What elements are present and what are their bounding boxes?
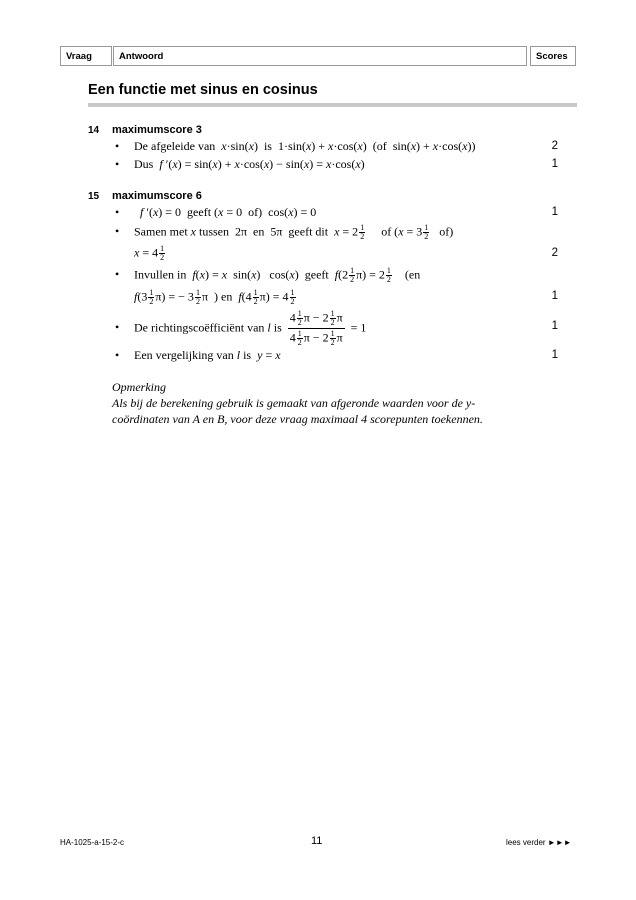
q15-bullet3-score: 1 <box>551 290 558 302</box>
q15-bullet4: De richtingscoëfficiënt van l is 4 $\frac{1}{2}$ π − 2 $\frac{1}{2}$ π 4 $\frac{1}{2}$ π − 2 $\frac{1}{2}$ π = 1 <box>134 309 367 347</box>
q15-bullet1-score: 1 <box>551 206 558 218</box>
bullet: • <box>115 157 120 171</box>
q15-bullet5-score: 1 <box>551 349 558 361</box>
q15-bullet2-score: 2 <box>551 247 558 259</box>
header-vraag-label: Vraag <box>66 50 92 62</box>
header-antwoord <box>113 46 527 66</box>
q14-number: 14 <box>88 125 100 136</box>
footer-next: lees verder ►►► <box>506 838 572 847</box>
bullet: • <box>115 205 120 219</box>
q14-line1-score: 2 <box>551 140 558 152</box>
q15-bullet1: f ′(x) = 0 geeft (x = 0 of) cos(x) = 0 <box>140 205 317 219</box>
q15-maxscore: maximumscore 6 <box>112 190 202 202</box>
remark-text: Als bij de berekening gebruik is gemaakt van afgeronde waarden voor de y-coördinaten van A en B, voor deze vraag maximaal 4 scorepunten toekennen. <box>112 396 483 426</box>
q15-bullet3-cont: f(3 $\frac{1}{2}$ π) = − 3 $\frac{1}{2}$ π ) en f(4 $\frac{1}{2}$ π) = 4 $\frac{1}{2}$ <box>134 288 295 306</box>
q14-line2-score: 1 <box>551 158 558 170</box>
footer-page-number: 11 <box>311 835 323 847</box>
q14-maxscore: maximumscore 3 <box>112 124 202 136</box>
remark-heading: Opmerking <box>112 380 166 394</box>
q15-bullet2: Samen met x tussen 2π en 5π geeft dit x = 2 $\frac{1}{2}$ of (x = 3 $\frac{1}{2}$ of) <box>134 223 454 241</box>
q15-number: 15 <box>88 191 100 202</box>
page-title: Een functie met sinus en cosinus <box>88 82 318 98</box>
bullet: • <box>115 139 120 153</box>
header-scores-label: Scores <box>536 50 568 62</box>
bullet: • <box>115 267 120 281</box>
q14-line1: De afgeleide van x·sin(x) is 1·sin(x) + x·cos(x) (of sin(x) + x·cos(x)) <box>134 139 476 153</box>
q14-line2: Dus f ′(x) = sin(x) + x·cos(x) − sin(x) = x·cos(x) <box>134 157 365 171</box>
header-scores <box>530 46 576 66</box>
q15-bullet5: Een vergelijking van l is y = x <box>134 348 281 362</box>
bullet: • <box>115 224 120 238</box>
bullet: • <box>115 348 120 362</box>
bullet: • <box>115 320 120 334</box>
q15-bullet2-cont: x = 4 $\frac{1}{2}$ <box>134 244 165 262</box>
q15-bullet4-score: 1 <box>551 320 558 332</box>
header-antwoord-label: Antwoord <box>119 50 164 62</box>
header-vraag <box>60 46 112 66</box>
title-rule <box>88 103 577 107</box>
footer-code: HA-1025-a-15-2-c <box>60 838 125 847</box>
q15-bullet3: Invullen in f(x) = x sin(x) cos(x) geeft f(2 $\frac{1}{2}$ π) = 2 $\frac{1}{2}$ (en <box>134 266 421 284</box>
